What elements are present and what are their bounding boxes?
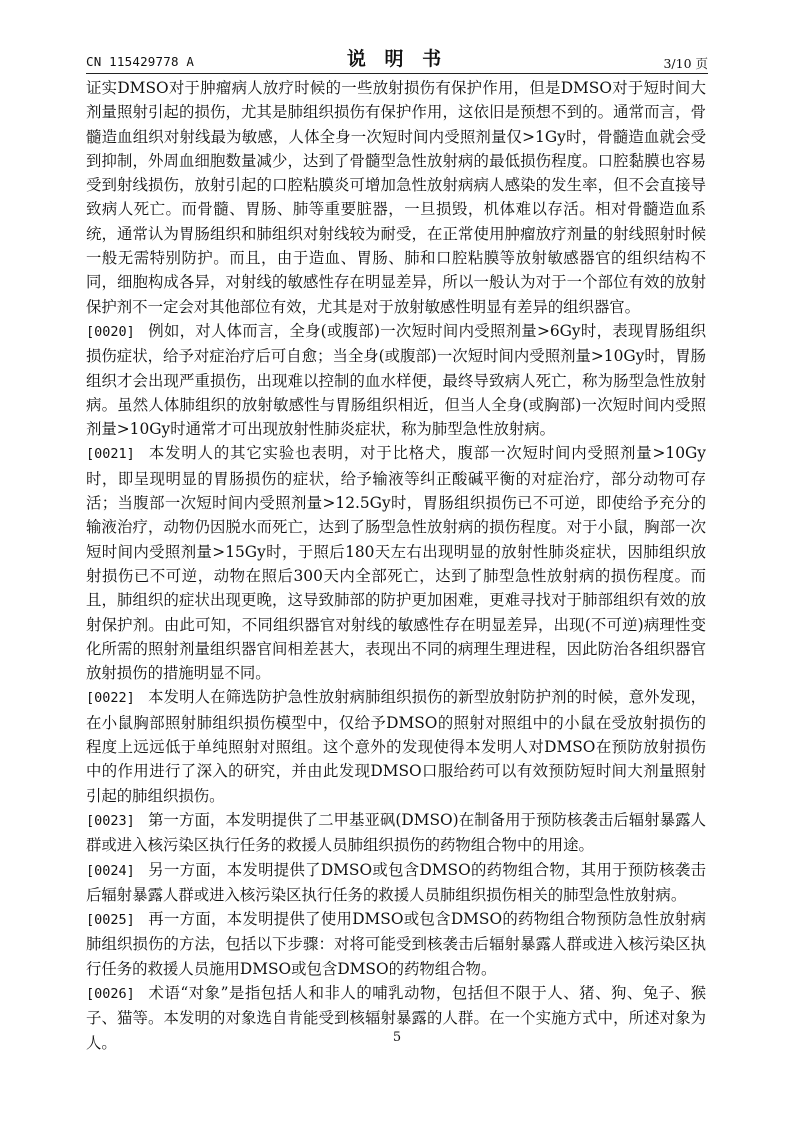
paragraph-number: [0022] <box>86 690 135 707</box>
paragraph-text: 例如，对人体而言，全身(或腹部)一次短时间内受照剂量>6Gy时，表现胃肠组织损伤症状，给予对症治疗后可自愈；当全身(或腹部)一次短时间内受照剂量>10Gy时，胃肠组织才会出现严重损伤，出现难以控制的血水样便，最终导致病人死亡，称为肠型急性放射病。虽然人体肺组织的放射敏感性与胃肠组织相近，但当人全身(或胸部)一次短时间内受照剂量>10Gy时通常才可出现放射性肺炎症状，称为肺型急性放射病。 <box>86 321 706 439</box>
paragraph-text: 本发明人在筛选防护急性放射病肺组织损伤的新型放射防护剂的时候，意外发现，在小鼠胸部照射肺组织损伤模型中，仅给予DMSO的照射对照组中的小鼠在受放射损伤的程度上远远低于单纯照射对照组。这个意外的发现使得本发明人对DMSO在预防放射损伤中的作用进行了深入的研究，并由此发现DMSO口服给药可以有效预防短时间大剂量照射引起的肺组织损伤。 <box>86 688 706 805</box>
document-title: 说 明 书 <box>346 48 448 70</box>
paragraph-text: 第一方面，本发明提供了二甲基亚砜(DMSO)在制备用于预防核袭击后辐射暴露人群或进入核污染区执行任务的救援人员肺组织损伤的药物组合物中的用途。 <box>86 810 706 855</box>
paragraph-text: 另一方面，本发明提供了DMSO或包含DMSO的药物组合物，其用于预防核袭击后辐射暴露人群或进入核污染区执行任务的救援人员肺组织损伤相关的肺型急性放射病。 <box>86 860 706 904</box>
paragraph-text: 证实DMSO对于肿瘤病人放疗时候的一些放射损伤有保护作用，但是DMSO对于短时间大剂量照射引起的损伤，尤其是肺组织损伤有保护作用，这依旧是预想不到的。通常而言，骨髓造血组织对射线最为敏感，人体全身一次短时间内受照剂量仅>1Gy时，骨髓造血就会受到抑制，外周血细胞数量减少，达到了骨髓型急性放射病的最低损伤程度。口腔黏膜也容易受到射线损伤，放射引起的口腔粘膜炎可增加急性放射病病人感染的发生率，但不会直接导致病人死亡。而骨髓、胃肠、肺等重要脏器，一旦损毁，机体难以存活。相对骨髓造血系统，通常认为胃肠组织和肺组织对射线较为耐受，在正常使用肿瘤放疗剂量的射线照射时候一般无需特别防护。而且，由于造血、胃肠、肺和口腔粘膜等放射敏感器官的组织结构不同，细胞构成各异，对射线的敏感性存在明显差异，所以一般认为对于一个部位有效的放射保护剂不一定会对其他部位有效，尤其是对于放射敏感性明显有差异的组织器官。 <box>86 79 706 316</box>
document-body <box>86 76 706 1055</box>
paragraph-0025 <box>86 907 706 981</box>
paragraph-0023 <box>86 808 706 858</box>
header-divider <box>86 73 708 74</box>
paragraph-text: 本发明人的其它实验也表明，对于比格犬，腹部一次短时间内受照剂量>10Gy时，即呈现明显的胃肠损伤的症状，给予输液等纠正酸碱平衡的对症治疗，部分动物可存活；当腹部一次短时间内受照剂量>12.5Gy时，胃肠组织损伤已不可逆，即使给予充分的输液治疗，动物仍因脱水而死亡，达到了肠型急性放射病的损伤程度。对于小鼠，胸部一次短时间内受照剂量>15Gy时，于照后180天左右出现明显的放射性肺炎症状，因肺组织放射损伤已不可逆，动物在照后300天内全部死亡，达到了肺型急性放射病的损伤程度。而且，肺组织的症状出现更晚，这导致肺部的防护更加困难，更难寻找对于肺部组织有效的放射保护剂。由此可知，不同组织器官对射线的敏感性存在明显差异，出现(不可逆)病理性变化所需的照射剂量组织器官间相差甚大，表现出不同的病理生理进程，因此防治各组织器官放射损伤的措施明显不同。 <box>86 444 706 683</box>
paragraph-text: 术语“对象”是指包括人和非人的哺乳动物，包括但不限于人、猪、狗、兔子、猴子、猫等。本发明的对象选自肯能受到核辐射暴露的人群。在一个实施方式中，所述对象为人。 <box>86 983 706 1052</box>
page-indicator: 3/10 页 <box>663 56 708 71</box>
paragraph-0021 <box>86 441 706 685</box>
paragraph-0022 <box>86 685 706 807</box>
paragraph-number: [0020] <box>86 323 135 340</box>
paragraph-text: 再一方面，本发明提供了使用DMSO或包含DMSO的药物组合物预防急性放射病肺组织损伤的方法，包括以下步骤：对将可能受到核袭击后辐射暴露人群或进入核污染区执行任务的救援人员施用DMSO或包含DMSO的药物组合物。 <box>86 910 706 978</box>
patent-number: CN 115429778 A <box>86 54 195 69</box>
paragraph-number: [0024] <box>86 862 135 879</box>
page-header <box>86 40 708 70</box>
paragraph-number: [0021] <box>86 446 135 463</box>
paragraph-0024 <box>86 858 706 908</box>
paragraph-number: [0023] <box>86 812 135 829</box>
page-number: 5 <box>392 1030 402 1045</box>
paragraph-number: [0025] <box>86 912 135 929</box>
paragraph-0020 <box>86 319 706 441</box>
paragraph-continuation <box>86 76 706 319</box>
paragraph-number: [0026] <box>86 985 135 1002</box>
